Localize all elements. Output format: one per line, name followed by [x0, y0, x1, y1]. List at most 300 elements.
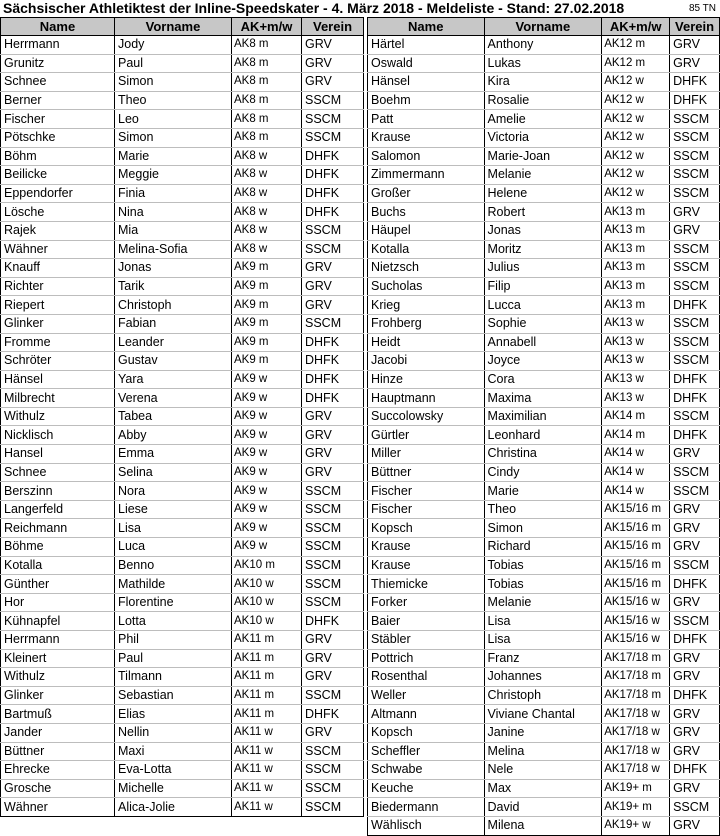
cell-verein: GRV — [670, 445, 720, 464]
cell-ak: AK10 w — [232, 612, 302, 631]
table-row — [1, 593, 364, 612]
cell-vorname: Tarik — [115, 277, 232, 296]
cell-name: Patt — [368, 110, 485, 129]
header-name: Name — [368, 18, 485, 36]
cell-vorname: Finia — [115, 184, 232, 203]
cell-verein: GRV — [302, 631, 364, 650]
cell-ak: AK10 w — [232, 593, 302, 612]
table-row — [1, 352, 364, 371]
cell-ak: AK8 m — [232, 36, 302, 55]
cell-vorname: Theo — [115, 91, 232, 110]
cell-name: Kühnapfel — [1, 612, 115, 631]
cell-verein: GRV — [302, 54, 364, 73]
cell-ak: AK8 m — [232, 54, 302, 73]
cell-vorname: Mathilde — [115, 575, 232, 594]
cell-verein: SSCM — [670, 407, 720, 426]
cell-ak: AK12 w — [602, 73, 670, 92]
cell-ak: AK8 w — [232, 166, 302, 185]
cell-name: Fischer — [1, 110, 115, 129]
header-vorname: Vorname — [484, 18, 602, 36]
table-row — [368, 538, 720, 557]
cell-ak: AK15/16 m — [602, 556, 670, 575]
cell-vorname: Maximilian — [484, 407, 602, 426]
cell-vorname: Michelle — [115, 779, 232, 798]
cell-verein: SSCM — [302, 519, 364, 538]
cell-name: Hänsel — [368, 73, 485, 92]
table-row — [1, 389, 364, 408]
cell-ak: AK12 m — [602, 36, 670, 55]
cell-name: Langerfeld — [1, 500, 115, 519]
cell-verein: SSCM — [302, 128, 364, 147]
cell-ak: AK9 w — [232, 445, 302, 464]
cell-verein: DHFK — [302, 370, 364, 389]
table-row — [1, 147, 364, 166]
table-row — [368, 556, 720, 575]
cell-vorname: Maxi — [115, 742, 232, 761]
cell-name: Krause — [368, 556, 485, 575]
cell-name: Berszinn — [1, 482, 115, 501]
cell-ak: AK12 w — [602, 110, 670, 129]
cell-name: Reichmann — [1, 519, 115, 538]
cell-ak: AK13 w — [602, 352, 670, 371]
table-row — [1, 259, 364, 278]
cell-name: Großer — [368, 184, 485, 203]
cell-ak: AK10 w — [232, 575, 302, 594]
cell-verein: SSCM — [670, 110, 720, 129]
cell-verein: SSCM — [302, 240, 364, 259]
table-row — [1, 73, 364, 92]
cell-name: Ehrecke — [1, 761, 115, 780]
cell-name: Forker — [368, 593, 485, 612]
table-row — [1, 296, 364, 315]
table-row — [368, 779, 720, 798]
cell-name: Zimmermann — [368, 166, 485, 185]
cell-ak: AK10 m — [232, 556, 302, 575]
cell-ak: AK11 w — [232, 723, 302, 742]
cell-name: Withulz — [1, 668, 115, 687]
cell-ak: AK13 w — [602, 389, 670, 408]
table-row — [1, 538, 364, 557]
cell-name: Fromme — [1, 333, 115, 352]
cell-ak: AK15/16 w — [602, 631, 670, 650]
table-row — [1, 203, 364, 222]
table-row — [368, 798, 720, 817]
cell-vorname: Helene — [484, 184, 602, 203]
cell-name: Berner — [1, 91, 115, 110]
cell-vorname: Tilmann — [115, 668, 232, 687]
cell-verein: GRV — [670, 36, 720, 55]
cell-verein: SSCM — [302, 761, 364, 780]
cell-ak: AK14 w — [602, 463, 670, 482]
header-verein: Verein — [670, 18, 720, 36]
cell-verein: DHFK — [670, 91, 720, 110]
cell-vorname: Marie-Joan — [484, 147, 602, 166]
cell-verein: SSCM — [670, 333, 720, 352]
cell-ak: AK9 w — [232, 482, 302, 501]
cell-ak: AK17/18 w — [602, 742, 670, 761]
cell-verein: SSCM — [670, 147, 720, 166]
cell-vorname: Max — [484, 779, 602, 798]
cell-ak: AK19+ w — [602, 816, 670, 835]
table-row — [1, 761, 364, 780]
cell-verein: SSCM — [670, 612, 720, 631]
table-row — [1, 779, 364, 798]
cell-ak: AK15/16 m — [602, 519, 670, 538]
cell-verein: DHFK — [670, 761, 720, 780]
table-row — [1, 798, 364, 817]
cell-verein: SSCM — [302, 798, 364, 817]
cell-name: Thiemicke — [368, 575, 485, 594]
table-row — [1, 482, 364, 501]
registration-table-right — [367, 17, 720, 836]
table-row — [1, 407, 364, 426]
cell-verein: SSCM — [670, 314, 720, 333]
cell-verein: GRV — [302, 259, 364, 278]
cell-verein: SSCM — [302, 314, 364, 333]
cell-verein: DHFK — [670, 370, 720, 389]
cell-name: Keuche — [368, 779, 485, 798]
cell-vorname: Sophie — [484, 314, 602, 333]
cell-name: Biedermann — [368, 798, 485, 817]
cell-name: Hänsel — [1, 370, 115, 389]
cell-vorname: Cora — [484, 370, 602, 389]
cell-verein: DHFK — [670, 426, 720, 445]
cell-ak: AK8 w — [232, 221, 302, 240]
table-row — [368, 110, 720, 129]
cell-vorname: Mia — [115, 221, 232, 240]
cell-vorname: Viviane Chantal — [484, 705, 602, 724]
header-row — [1, 18, 364, 36]
cell-vorname: Nellin — [115, 723, 232, 742]
cell-ak: AK13 m — [602, 203, 670, 222]
cell-verein: GRV — [670, 538, 720, 557]
cell-vorname: Nina — [115, 203, 232, 222]
table-row — [368, 147, 720, 166]
cell-verein: GRV — [302, 277, 364, 296]
cell-verein: GRV — [670, 519, 720, 538]
cell-verein: SSCM — [302, 575, 364, 594]
table-row — [1, 54, 364, 73]
table-row — [368, 761, 720, 780]
cell-name: Frohberg — [368, 314, 485, 333]
header-ak: AK+m/w — [232, 18, 302, 36]
cell-ak: AK11 m — [232, 631, 302, 650]
cell-vorname: Simon — [115, 73, 232, 92]
table-row — [368, 426, 720, 445]
cell-name: Günther — [1, 575, 115, 594]
table-row — [368, 166, 720, 185]
cell-name: Gürtler — [368, 426, 485, 445]
table-row — [1, 556, 364, 575]
cell-name: Salomon — [368, 147, 485, 166]
table-row — [1, 314, 364, 333]
cell-name: Herrmann — [1, 631, 115, 650]
table-row — [1, 742, 364, 761]
cell-name: Hinze — [368, 370, 485, 389]
cell-verein: GRV — [302, 407, 364, 426]
cell-vorname: Nele — [484, 761, 602, 780]
cell-ak: AK11 m — [232, 649, 302, 668]
table-row — [368, 91, 720, 110]
cell-ak: AK14 m — [602, 426, 670, 445]
cell-name: Fischer — [368, 482, 485, 501]
table-row — [368, 519, 720, 538]
cell-vorname: Melanie — [484, 593, 602, 612]
cell-vorname: Liese — [115, 500, 232, 519]
cell-vorname: Christina — [484, 445, 602, 464]
cell-vorname: Leo — [115, 110, 232, 129]
cell-vorname: Elias — [115, 705, 232, 724]
cell-vorname: Maxima — [484, 389, 602, 408]
cell-vorname: Cindy — [484, 463, 602, 482]
cell-vorname: Lucca — [484, 296, 602, 315]
cell-ak: AK8 w — [232, 184, 302, 203]
cell-vorname: Anthony — [484, 36, 602, 55]
cell-name: Häupel — [368, 221, 485, 240]
cell-vorname: Lukas — [484, 54, 602, 73]
table-row — [368, 277, 720, 296]
cell-vorname: Franz — [484, 649, 602, 668]
cell-name: Hauptmann — [368, 389, 485, 408]
cell-ak: AK15/16 m — [602, 500, 670, 519]
cell-ak: AK9 w — [232, 538, 302, 557]
cell-verein: SSCM — [670, 482, 720, 501]
cell-name: Scheffler — [368, 742, 485, 761]
cell-ak: AK12 w — [602, 184, 670, 203]
cell-ak: AK12 m — [602, 54, 670, 73]
cell-vorname: Julius — [484, 259, 602, 278]
table-row — [368, 407, 720, 426]
cell-vorname: Simon — [484, 519, 602, 538]
cell-vorname: Gustav — [115, 352, 232, 371]
cell-verein: SSCM — [302, 221, 364, 240]
cell-verein: DHFK — [302, 147, 364, 166]
cell-verein: GRV — [302, 723, 364, 742]
cell-name: Wähner — [1, 240, 115, 259]
cell-name: Riepert — [1, 296, 115, 315]
cell-vorname: Janine — [484, 723, 602, 742]
cell-name: Baier — [368, 612, 485, 631]
cell-verein: SSCM — [670, 128, 720, 147]
cell-verein: GRV — [670, 500, 720, 519]
cell-verein: DHFK — [670, 631, 720, 650]
table-row — [368, 742, 720, 761]
cell-verein: DHFK — [302, 333, 364, 352]
cell-verein: SSCM — [670, 166, 720, 185]
cell-vorname: Christoph — [484, 686, 602, 705]
header-row — [368, 18, 720, 36]
cell-verein: SSCM — [670, 240, 720, 259]
cell-verein: SSCM — [670, 463, 720, 482]
cell-vorname: Christoph — [115, 296, 232, 315]
cell-vorname: Rosalie — [484, 91, 602, 110]
cell-ak: AK11 w — [232, 742, 302, 761]
cell-ak: AK14 m — [602, 407, 670, 426]
cell-verein: DHFK — [302, 705, 364, 724]
cell-vorname: Fabian — [115, 314, 232, 333]
cell-ak: AK11 m — [232, 705, 302, 724]
cell-ak: AK11 m — [232, 686, 302, 705]
cell-ak: AK11 m — [232, 668, 302, 687]
cell-name: Boehm — [368, 91, 485, 110]
cell-vorname: Jonas — [484, 221, 602, 240]
cell-name: Böhm — [1, 147, 115, 166]
cell-name: Sucholas — [368, 277, 485, 296]
cell-name: Schnee — [1, 73, 115, 92]
cell-verein: GRV — [670, 203, 720, 222]
cell-name: Milbrecht — [1, 389, 115, 408]
cell-verein: DHFK — [302, 184, 364, 203]
cell-name: Withulz — [1, 407, 115, 426]
cell-vorname: Joyce — [484, 352, 602, 371]
cell-ak: AK14 w — [602, 482, 670, 501]
cell-ak: AK19+ m — [602, 798, 670, 817]
cell-vorname: Tobias — [484, 556, 602, 575]
cell-verein: GRV — [302, 36, 364, 55]
cell-ak: AK13 m — [602, 296, 670, 315]
cell-verein: SSCM — [302, 482, 364, 501]
cell-name: Grosche — [1, 779, 115, 798]
cell-ak: AK15/16 w — [602, 593, 670, 612]
table-row — [1, 128, 364, 147]
cell-vorname: Luca — [115, 538, 232, 557]
cell-verein: GRV — [670, 54, 720, 73]
table-row — [368, 723, 720, 742]
cell-vorname: Emma — [115, 445, 232, 464]
cell-verein: DHFK — [302, 203, 364, 222]
cell-verein: DHFK — [670, 73, 720, 92]
cell-vorname: Tobias — [484, 575, 602, 594]
cell-ak: AK13 m — [602, 240, 670, 259]
table-row — [368, 463, 720, 482]
cell-verein: GRV — [302, 426, 364, 445]
table-row — [368, 296, 720, 315]
cell-name: Kotalla — [368, 240, 485, 259]
cell-name: Glinker — [1, 686, 115, 705]
cell-ak: AK13 m — [602, 259, 670, 278]
cell-vorname: Meggie — [115, 166, 232, 185]
cell-ak: AK12 w — [602, 147, 670, 166]
cell-ak: AK8 w — [232, 147, 302, 166]
cell-verein: SSCM — [302, 500, 364, 519]
table-row — [1, 166, 364, 185]
cell-ak: AK17/18 m — [602, 668, 670, 687]
table-row — [368, 612, 720, 631]
table-row — [1, 221, 364, 240]
table-row — [1, 463, 364, 482]
cell-verein: SSCM — [670, 184, 720, 203]
cell-vorname: Richard — [484, 538, 602, 557]
cell-verein: SSCM — [670, 277, 720, 296]
cell-name: Grunitz — [1, 54, 115, 73]
cell-verein: GRV — [670, 668, 720, 687]
cell-name: Rosenthal — [368, 668, 485, 687]
table-row — [368, 314, 720, 333]
cell-vorname: Tabea — [115, 407, 232, 426]
table-row — [368, 445, 720, 464]
cell-verein: GRV — [302, 73, 364, 92]
cell-vorname: Melina — [484, 742, 602, 761]
cell-ak: AK13 m — [602, 221, 670, 240]
header-verein: Verein — [302, 18, 364, 36]
cell-verein: GRV — [670, 723, 720, 742]
cell-ak: AK17/18 w — [602, 761, 670, 780]
cell-verein: DHFK — [302, 166, 364, 185]
cell-name: Krause — [368, 128, 485, 147]
cell-name: Eppendorfer — [1, 184, 115, 203]
cell-verein: GRV — [302, 445, 364, 464]
cell-name: Heidt — [368, 333, 485, 352]
table-row — [1, 240, 364, 259]
cell-vorname: Leander — [115, 333, 232, 352]
table-row — [1, 500, 364, 519]
cell-name: Jacobi — [368, 352, 485, 371]
cell-vorname: Amelie — [484, 110, 602, 129]
cell-ak: AK9 w — [232, 407, 302, 426]
cell-vorname: Melanie — [484, 166, 602, 185]
cell-name: Stäbler — [368, 631, 485, 650]
cell-ak: AK13 w — [602, 370, 670, 389]
table-row — [368, 240, 720, 259]
cell-verein: SSCM — [302, 110, 364, 129]
table-row — [368, 370, 720, 389]
cell-name: Beilicke — [1, 166, 115, 185]
table-row — [1, 426, 364, 445]
cell-verein: GRV — [302, 668, 364, 687]
cell-vorname: Jonas — [115, 259, 232, 278]
cell-verein: GRV — [670, 649, 720, 668]
cell-vorname: Robert — [484, 203, 602, 222]
cell-ak: AK9 w — [232, 463, 302, 482]
table-row — [368, 73, 720, 92]
cell-verein: DHFK — [302, 612, 364, 631]
table-row — [1, 184, 364, 203]
cell-vorname: Verena — [115, 389, 232, 408]
cell-name: Glinker — [1, 314, 115, 333]
cell-ak: AK9 m — [232, 333, 302, 352]
cell-vorname: Phil — [115, 631, 232, 650]
table-row — [368, 128, 720, 147]
cell-name: Pottrich — [368, 649, 485, 668]
table-row — [368, 816, 720, 835]
cell-name: Lösche — [1, 203, 115, 222]
cell-ak: AK12 w — [602, 128, 670, 147]
cell-name: Härtel — [368, 36, 485, 55]
cell-verein: GRV — [302, 463, 364, 482]
cell-ak: AK12 w — [602, 91, 670, 110]
cell-ak: AK19+ m — [602, 779, 670, 798]
cell-vorname: Eva-Lotta — [115, 761, 232, 780]
cell-name: Weller — [368, 686, 485, 705]
cell-vorname: Theo — [484, 500, 602, 519]
table-row — [1, 277, 364, 296]
cell-verein: GRV — [302, 649, 364, 668]
header-vorname: Vorname — [115, 18, 232, 36]
cell-verein: SSCM — [302, 538, 364, 557]
cell-vorname: Lisa — [484, 612, 602, 631]
cell-ak: AK9 m — [232, 277, 302, 296]
cell-verein: SSCM — [670, 352, 720, 371]
cell-ak: AK13 m — [602, 277, 670, 296]
participant-count: 85 TN — [688, 3, 716, 14]
cell-vorname: Selina — [115, 463, 232, 482]
table-row — [1, 631, 364, 650]
cell-name: Schwabe — [368, 761, 485, 780]
table-row — [1, 519, 364, 538]
cell-verein: SSCM — [302, 779, 364, 798]
cell-ak: AK9 w — [232, 519, 302, 538]
cell-vorname: Kira — [484, 73, 602, 92]
